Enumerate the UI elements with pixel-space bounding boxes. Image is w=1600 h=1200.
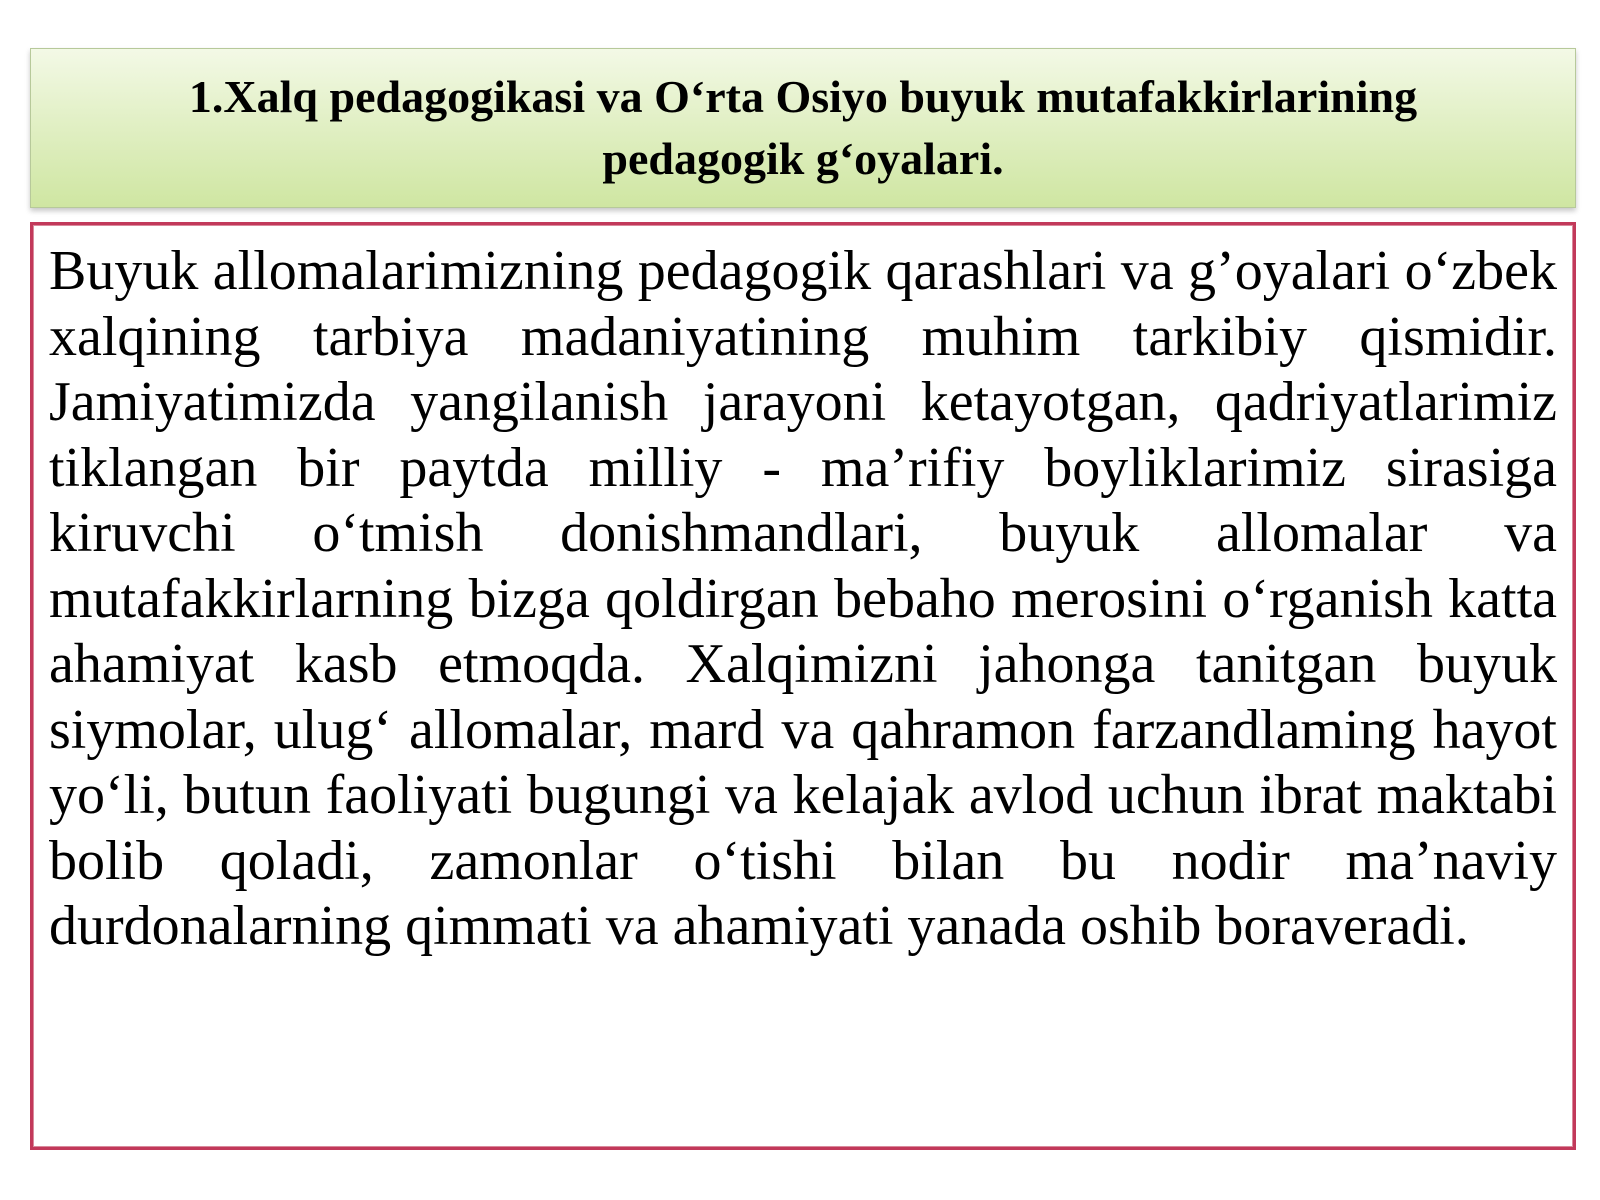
body-paragraph: Buyuk allomalarimizning pedagogik qarashlari va g’oyalari o‘zbek xalqining tarbiya madaniyatining muhim tarkibiy qismidir. Jamiyatimizda yangilanish jarayoni ketayotgan, qadriyatlarimiz tiklangan bir paytda milliy - ma’rifiy boyliklarimiz sirasiga kiruvchi o‘tmish donishmandlari, buyuk allomalar va mutafakkirlarning bizga qoldirgan bebaho merosini o‘rganish katta ahamiyat kasb etmoqda. Xalqimizni jahonga tanitgan buyuk siymolar, ulug‘ allomalar, mard va qahramon farzandlaming hayot yo‘li, butun faoliyati bugungi va kelajak avlod uchun ibrat maktabi bolib qoladi, zamonlar o‘tishi bilan bu nodir ma’naviy durdonalarning qimmati va ahamiyati yanada oshib boraveradi. bbox=[49, 240, 1557, 957]
slide-title: 1.Xalq pedagogikasi va O‘rta Osiyo buyuk mutafakkirlarining pedagogik g‘oyalari. bbox=[188, 71, 1418, 184]
title-box bbox=[30, 48, 1576, 208]
body-box bbox=[30, 222, 1576, 1150]
